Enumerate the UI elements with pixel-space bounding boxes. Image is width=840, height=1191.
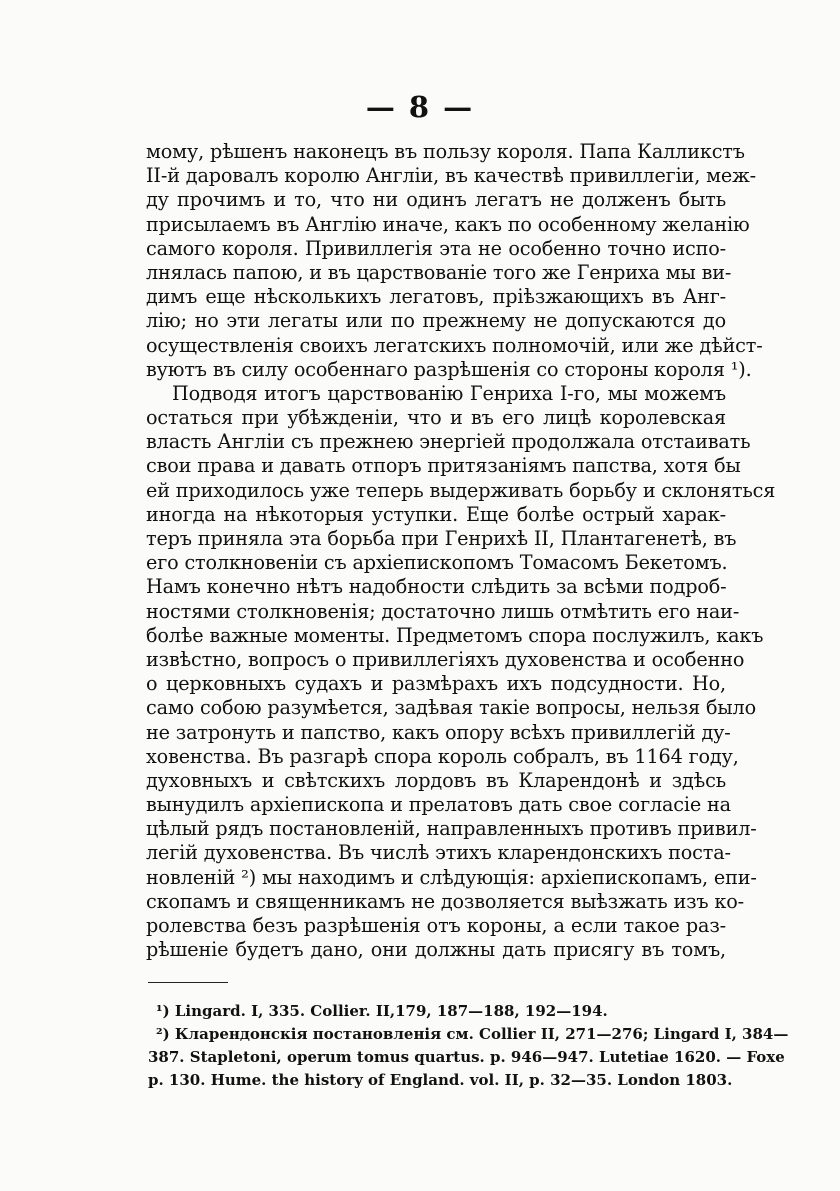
text-line: присылаемъ въ Англію иначе, какъ по особенному желанію bbox=[146, 212, 750, 236]
text-line: извѣстно, вопросъ о привиллегіяхъ духовенства и особенно bbox=[146, 647, 745, 671]
page-number: — 8 — bbox=[365, 90, 475, 124]
text-line: мому, рѣшенъ наконецъ въ пользу короля. Папа Калликстъ bbox=[146, 140, 745, 163]
text-line: свои права и давать отпоръ притязаніямъ папства, хотя бы bbox=[146, 454, 741, 478]
text-line: лнялась папою, и въ царствованіе того же Генриха мы ви- bbox=[146, 260, 732, 284]
text-line: рѣшеніе будетъ дано, они должны дать присягу въ томъ, bbox=[146, 938, 726, 962]
text-line: о церковныхъ судахъ и размѣрахъ ихъ подсудности. Но, bbox=[146, 672, 726, 696]
footnote-line: ¹) Lingard. I, 335. Collier. II,179, 187—188, 192—194. bbox=[156, 1002, 608, 1020]
text-line: скопамъ и священникамъ не дозволяется выѣзжать изъ ко- bbox=[146, 889, 745, 913]
footnotes bbox=[148, 1000, 789, 1092]
text-line: духовныхъ и свѣтскихъ лордовъ въ Кларендонѣ и здѣсь bbox=[146, 768, 726, 792]
text-line: остаться при убѣжденіи, что и въ его лицѣ королевская bbox=[146, 406, 726, 430]
text-line: Подводя итогъ царствованію Генриха I-го, мы можемъ bbox=[172, 381, 726, 405]
text-line: цѣлый рядъ постановленій, направленныхъ противъ привил- bbox=[146, 817, 757, 841]
text-line: осуществленія своихъ легатскихъ полномочій, или же дѣйст- bbox=[146, 333, 763, 357]
text-line: не затронуть и папство, какъ опору всѣхъ привиллегій ду- bbox=[146, 720, 731, 744]
text-line: его столкновеніи съ архіепископомъ Томасомъ Бекетомъ. bbox=[146, 551, 728, 575]
text-line: ностями столкновенія; достаточно лишь отмѣтить его наи- bbox=[146, 599, 740, 623]
text-line: ей приходилось уже теперь выдерживать борьбу и склоняться bbox=[146, 478, 776, 502]
footnote-line: 387. Stapletoni, operum tomus quartus. p. 946—947. Lutetiae 1620. — Foxe bbox=[148, 1048, 785, 1066]
text-line: теръ приняла эта борьба при Генрихѣ II, Плантагенетѣ, въ bbox=[146, 527, 737, 550]
text-line: само собою разумѣется, задѣвая такіе вопросы, нельзя было bbox=[146, 696, 756, 720]
footnote-line: ²) Кларендонскія постановленія см. Collier II, 271—276; Lingard I, 384— bbox=[156, 1025, 789, 1043]
text-line: новленій ²) мы находимъ и слѣдующія: архіепископамъ, епи- bbox=[146, 865, 757, 889]
text-line: ховенства. Въ разгарѣ спора король собралъ, въ 1164 году, bbox=[146, 744, 739, 768]
body-text bbox=[146, 140, 776, 962]
footnote-divider bbox=[148, 982, 228, 983]
text-line: болѣе важные моменты. Предметомъ спора послужилъ, какъ bbox=[146, 623, 764, 647]
text-line: лію; но эти легаты или по прежнему не допускаются до bbox=[146, 309, 726, 333]
text-line: II-й даровалъ королю Англіи, въ качествѣ привиллегіи, меж- bbox=[146, 164, 756, 188]
footnote-line: p. 130. Hume. the history of England. vol. II, p. 32—35. London 1803. bbox=[148, 1071, 733, 1089]
text-line: власть Англіи съ прежнею энергіей продолжала отстаивать bbox=[146, 430, 751, 454]
text-line: ду прочимъ и то, что ни одинъ легатъ не долженъ быть bbox=[146, 188, 726, 212]
text-line: вынудилъ архіепископа и прелатовъ дать свое согласіе на bbox=[146, 793, 731, 817]
text-line: ролевства безъ разрѣшенія отъ короны, а если такое раз- bbox=[146, 914, 726, 937]
text-line: легій духовенства. Въ числѣ этихъ кларендонскихъ поста- bbox=[146, 841, 731, 865]
text-line: димъ еще нѣсколькихъ легатовъ, пріѣзжающихъ въ Анг- bbox=[146, 285, 726, 309]
text-line: Намъ конечно нѣтъ надобности слѣдить за всѣми подроб- bbox=[146, 575, 727, 599]
text-line: иногда на нѣкоторыя уступки. Еще болѣе острый харак- bbox=[146, 502, 726, 526]
text-line: самого короля. Привиллегія эта не особенно точно испо- bbox=[146, 236, 726, 260]
text-line: вуютъ въ силу особеннаго разрѣшенія со стороны короля ¹). bbox=[146, 357, 752, 381]
